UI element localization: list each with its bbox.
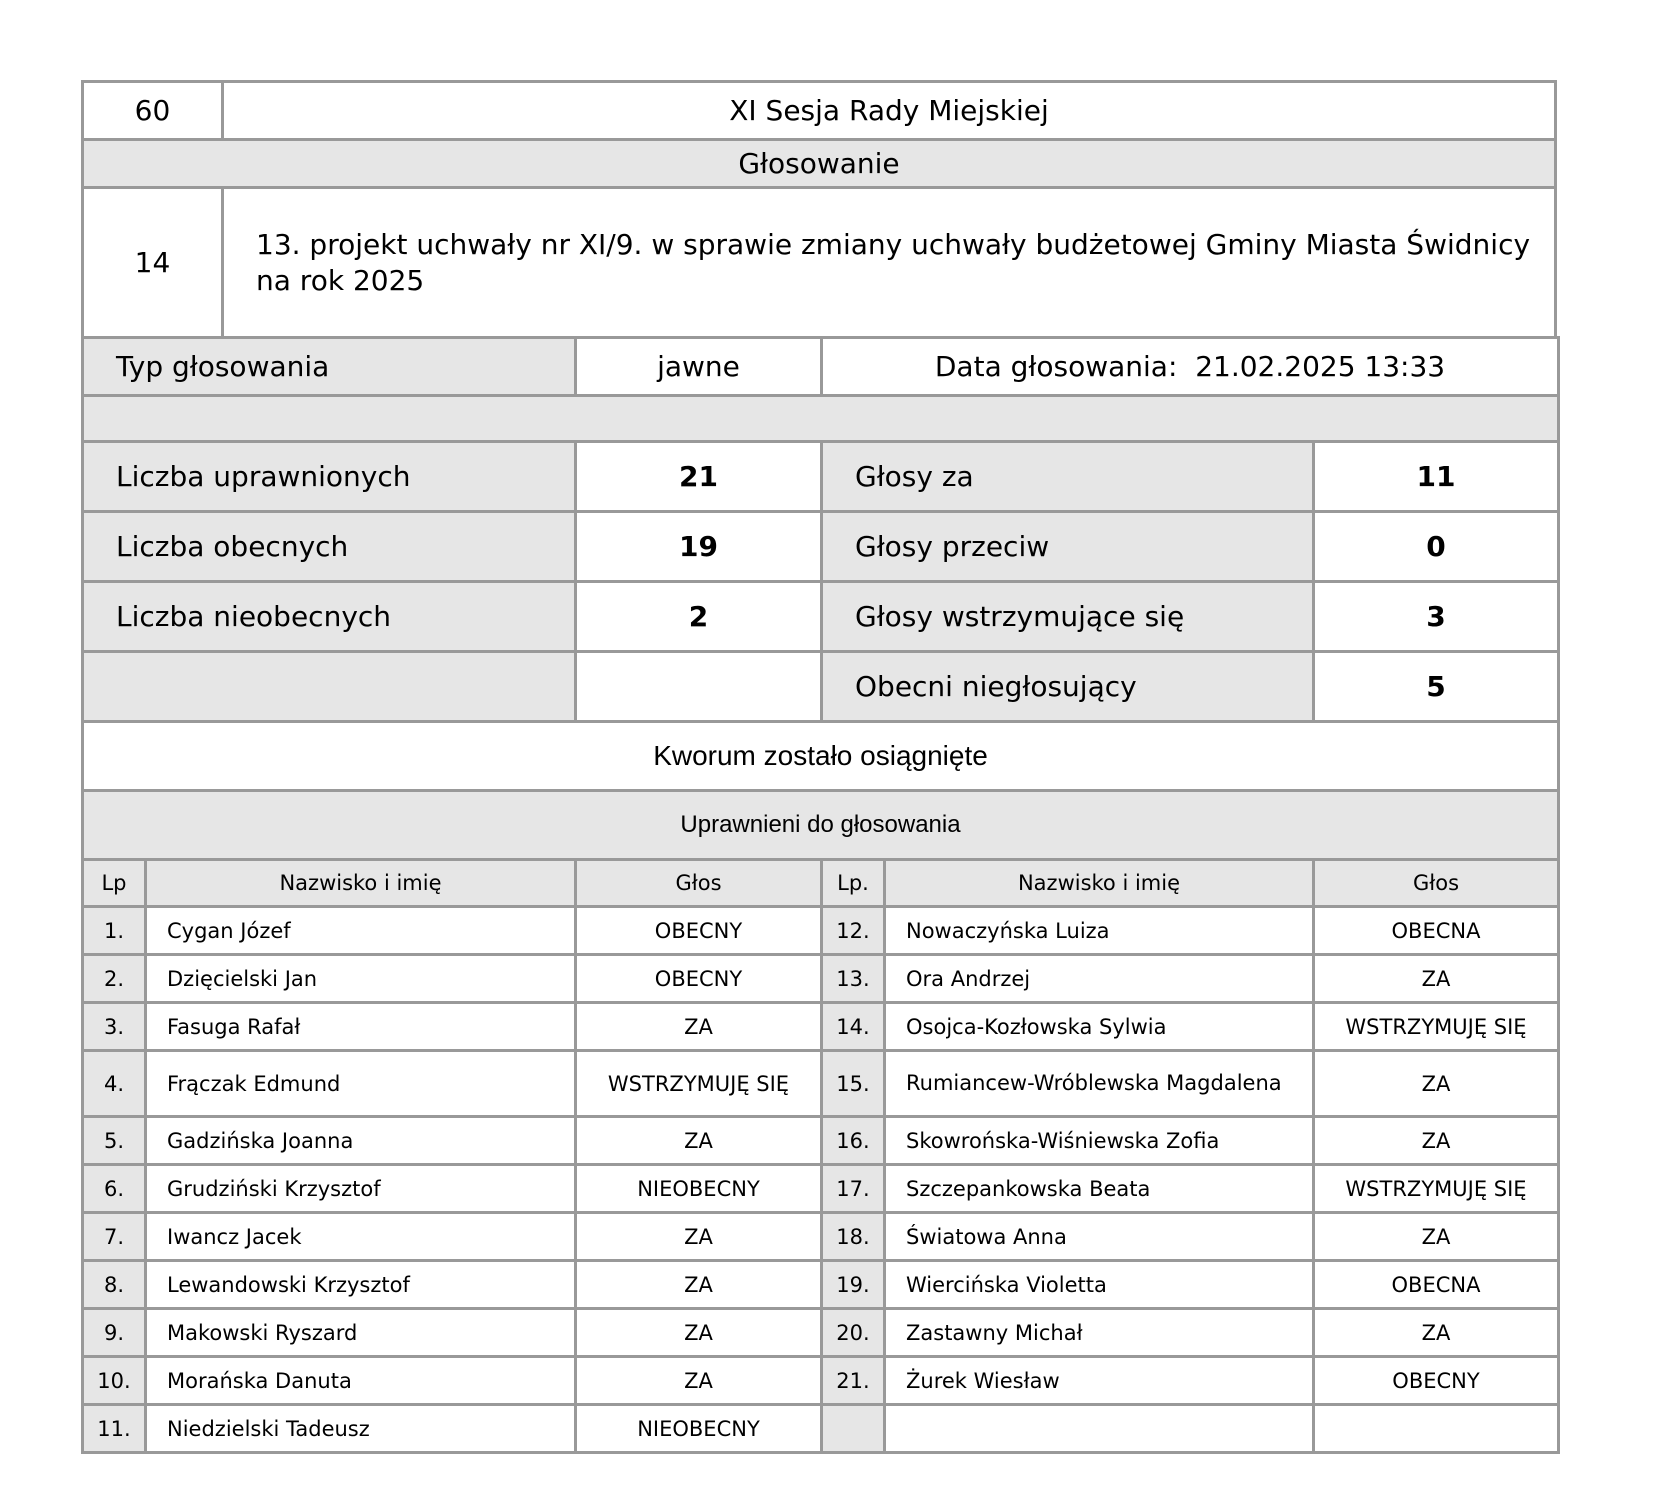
voter-lp: 6. [83,1165,146,1213]
vote-type-label: Typ głosowania [83,338,576,396]
column-header-vote: Głos [1314,860,1559,907]
voter-name: Fasuga Rafał [146,1003,576,1051]
voter-name: Niedzielski Tadeusz [146,1405,576,1453]
voter-name: Grudziński Krzysztof [146,1165,576,1213]
voter-name: Żurek Wiesław [885,1357,1314,1405]
stat-value: 19 [576,512,822,582]
voter-vote [1314,1405,1559,1453]
table-row [83,1213,1559,1261]
table-row [83,1165,1559,1213]
stat-label: Głosy za [822,442,1314,512]
voter-lp: 10. [83,1357,146,1405]
voter-name: Lewandowski Krzysztof [146,1261,576,1309]
voter-vote: ZA [576,1357,822,1405]
voter-lp: 11. [83,1405,146,1453]
stat-value: 0 [1314,512,1559,582]
voter-name: Gadzińska Joanna [146,1117,576,1165]
stat-label: Obecni niegłosujący [822,652,1314,722]
voter-vote: OBECNY [576,907,822,955]
voter-lp: 8. [83,1261,146,1309]
voter-vote: WSTRZYMUJĘ SIĘ [1314,1165,1559,1213]
voter-lp: 14. [822,1003,885,1051]
stats-table [81,336,1560,861]
voter-vote: ZA [1314,1051,1559,1117]
quorum-status: Kworum zostało osiągnięte [83,722,1559,791]
voter-vote: OBECNA [1314,907,1559,955]
voter-name: Makowski Ryszard [146,1309,576,1357]
session-number: 60 [83,82,223,140]
stat-label: Głosy przeciw [822,512,1314,582]
voter-vote: OBECNA [1314,1261,1559,1309]
voter-vote: ZA [1314,955,1559,1003]
voter-lp: 21. [822,1357,885,1405]
voter-lp: 1. [83,907,146,955]
column-header-lp: Lp [83,860,146,907]
voter-lp: 15. [822,1051,885,1117]
table-row [83,1405,1559,1453]
voter-vote: ZA [1314,1117,1559,1165]
stat-label: Liczba uprawnionych [83,442,576,512]
voter-vote: NIEOBECNY [576,1165,822,1213]
voter-lp: 3. [83,1003,146,1051]
table-row [83,1309,1559,1357]
header-table [81,80,1557,339]
voters-table [81,858,1560,1454]
stat-value: 21 [576,442,822,512]
voter-vote: NIEOBECNY [576,1405,822,1453]
section-label: Głosowanie [83,140,1556,188]
voter-name: Szczepankowska Beata [885,1165,1314,1213]
stat-label: Liczba nieobecnych [83,582,576,652]
voter-lp [822,1405,885,1453]
voter-name: Rumiancew-Wróblewska Magdalena [885,1051,1314,1117]
voter-lp: 4. [83,1051,146,1117]
voter-lp: 18. [822,1213,885,1261]
voter-name: Frączak Edmund [146,1051,576,1117]
vote-type-value: jawne [576,338,822,396]
vote-date-value: 21.02.2025 13:33 [1195,350,1446,383]
table-row [83,1051,1559,1117]
stat-value: 2 [576,582,822,652]
voter-name: Morańska Danuta [146,1357,576,1405]
voter-vote: ZA [1314,1309,1559,1357]
voter-lp: 5. [83,1117,146,1165]
table-row [83,1003,1559,1051]
voter-name: Iwancz Jacek [146,1213,576,1261]
table-row [83,1117,1559,1165]
voter-name: Cygan Józef [146,907,576,955]
table-row [83,907,1559,955]
voter-lp: 19. [822,1261,885,1309]
session-title: XI Sesja Rady Miejskiej [223,82,1556,140]
voter-vote: ZA [576,1213,822,1261]
voter-vote: WSTRZYMUJĘ SIĘ [1314,1003,1559,1051]
voter-name: Światowa Anna [885,1213,1314,1261]
voter-lp: 2. [83,955,146,1003]
voter-vote: ZA [576,1117,822,1165]
voter-name: Nowaczyńska Luiza [885,907,1314,955]
voter-lp: 17. [822,1165,885,1213]
voter-lp: 9. [83,1309,146,1357]
stat-value [576,652,822,722]
stat-label [83,652,576,722]
voter-lp: 16. [822,1117,885,1165]
voter-name: Osojca-Kozłowska Sylwia [885,1003,1314,1051]
stat-value: 11 [1314,442,1559,512]
stat-label: Głosy wstrzymujące się [822,582,1314,652]
vote-date-label: Data głosowania: [934,350,1178,383]
voter-name: Wiercińska Violetta [885,1261,1314,1309]
stat-label: Liczba obecnych [83,512,576,582]
eligible-title: Uprawnieni do głosowania [83,791,1559,860]
voter-vote: ZA [576,1309,822,1357]
vote-date [822,338,1559,396]
voter-lp: 20. [822,1309,885,1357]
voter-vote: OBECNY [1314,1357,1559,1405]
voter-name: Dzięcielski Jan [146,955,576,1003]
voter-lp: 7. [83,1213,146,1261]
voter-name: Skowrońska-Wiśniewska Zofia [885,1117,1314,1165]
voter-vote: OBECNY [576,955,822,1003]
column-header-lp: Lp. [822,860,885,907]
table-row [83,955,1559,1003]
column-header-vote: Głos [576,860,822,907]
voter-name [885,1405,1314,1453]
table-row [83,1261,1559,1309]
item-number: 14 [83,188,223,338]
voter-vote: WSTRZYMUJĘ SIĘ [576,1051,822,1117]
column-header-name: Nazwisko i imię [885,860,1314,907]
voting-record-sheet [81,80,1557,1454]
voter-vote: ZA [576,1261,822,1309]
table-row [83,1357,1559,1405]
spacer-row [83,396,1559,442]
voter-name: Ora Andrzej [885,955,1314,1003]
column-header-name: Nazwisko i imię [146,860,576,907]
voter-vote: ZA [576,1003,822,1051]
stat-value: 3 [1314,582,1559,652]
item-title: 13. projekt uchwały nr XI/9. w sprawie zmiany uchwały budżetowej Gminy Miasta Świdnicy na rok 2025 [223,188,1556,338]
voter-vote: ZA [1314,1213,1559,1261]
stat-value: 5 [1314,652,1559,722]
voter-lp: 12. [822,907,885,955]
voter-lp: 13. [822,955,885,1003]
voter-name: Zastawny Michał [885,1309,1314,1357]
